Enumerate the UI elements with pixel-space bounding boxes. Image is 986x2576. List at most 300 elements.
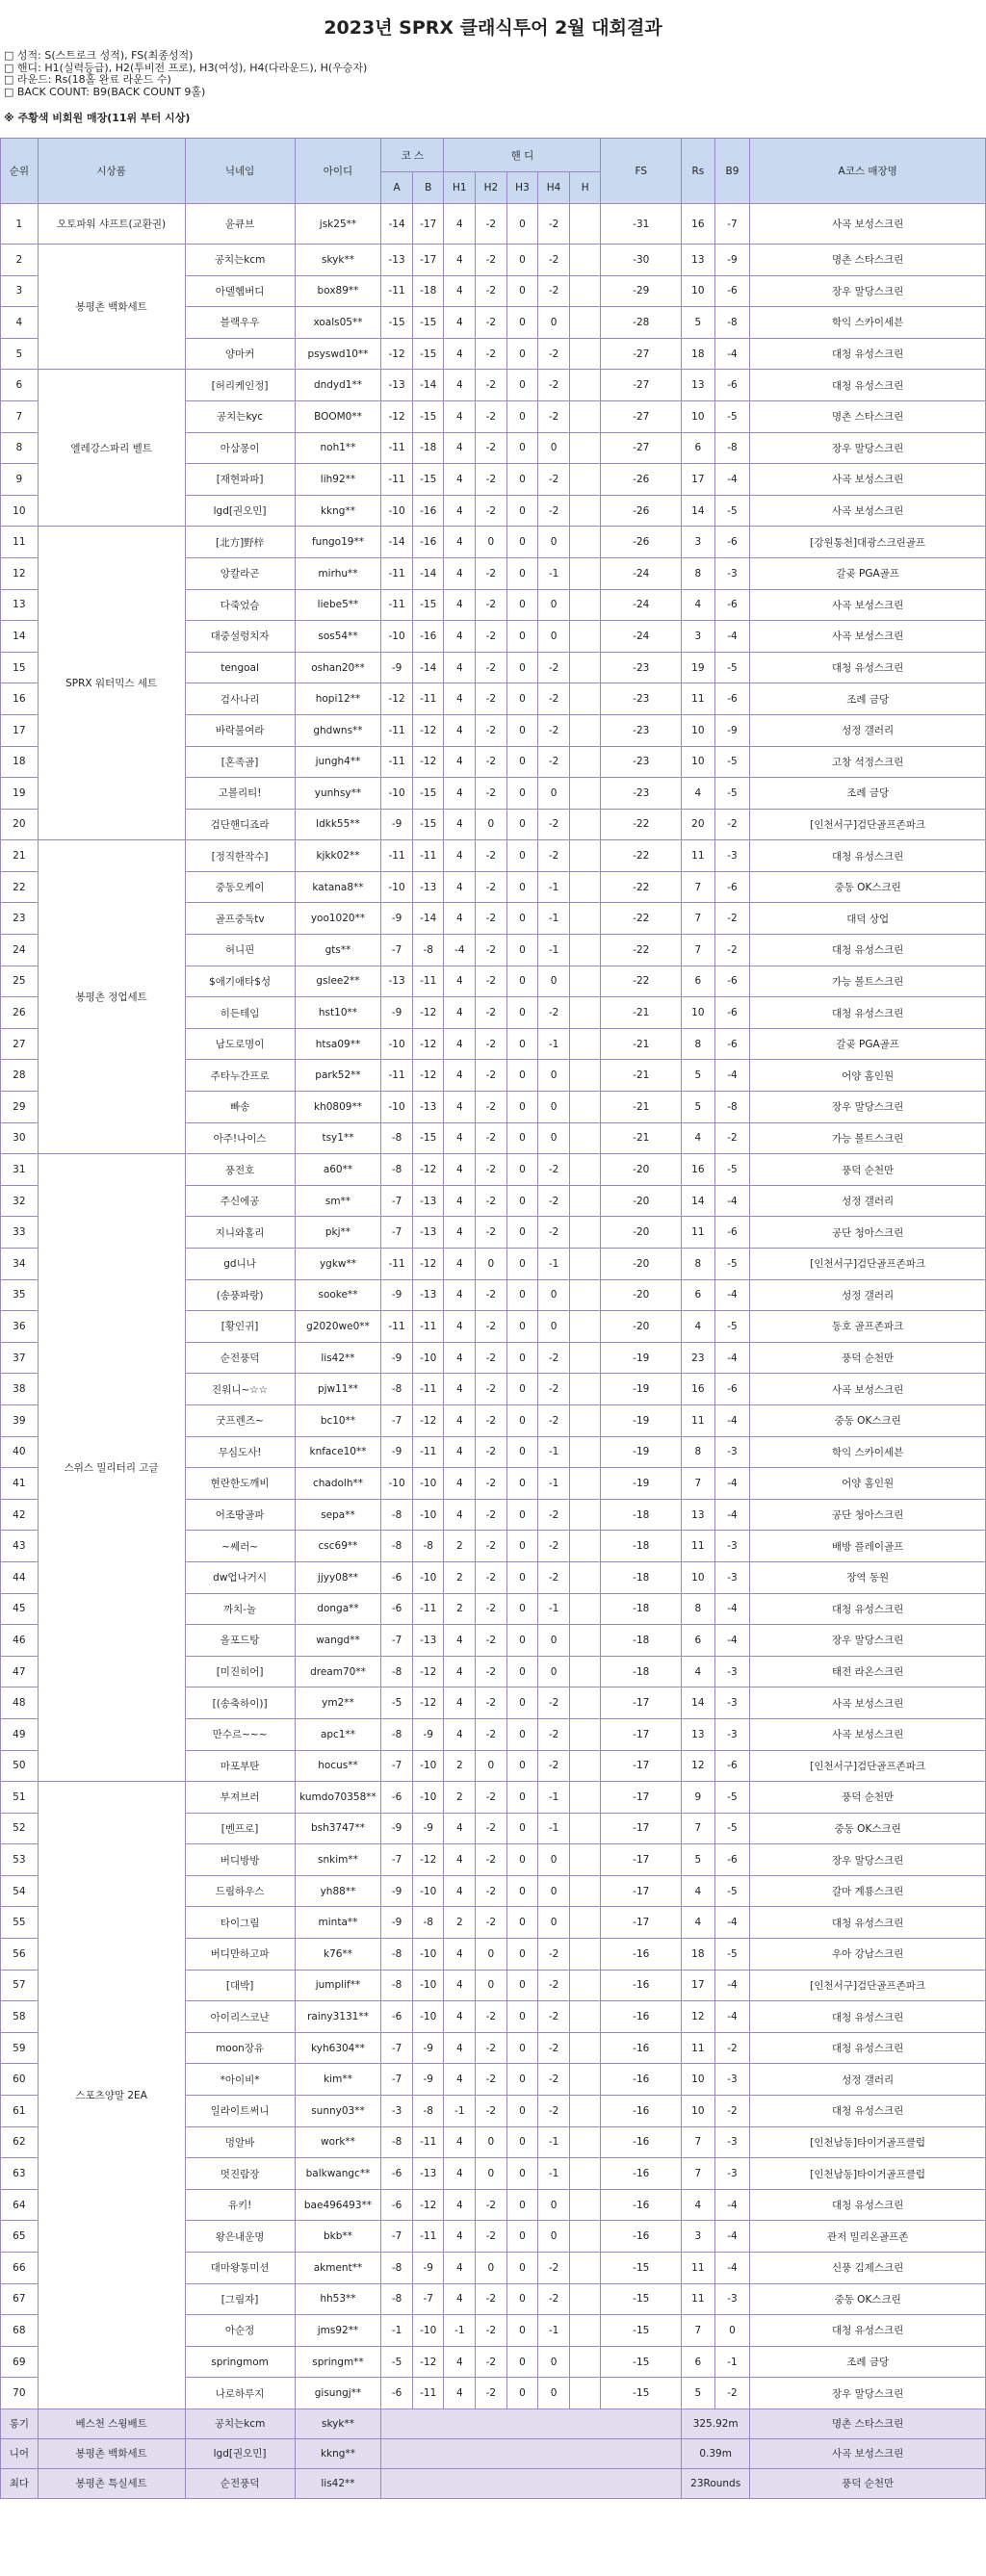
b9-cell: -4 xyxy=(714,1060,750,1092)
store-cell: 대청 유성스크린 xyxy=(750,1593,986,1625)
h3-cell: 0 xyxy=(506,338,538,370)
nickname-cell: 왕은내운명 xyxy=(185,2221,295,2253)
header-h: H xyxy=(569,172,601,204)
id-cell: ghdwns** xyxy=(295,714,381,746)
nickname-cell: 검사나리 xyxy=(185,683,295,715)
store-cell: 사곡 보성스크린 xyxy=(750,589,986,621)
rs-cell: 7 xyxy=(682,2158,715,2190)
h-cell xyxy=(569,966,601,997)
rank-cell: 28 xyxy=(1,1060,39,1092)
fs-cell: -17 xyxy=(601,1750,682,1782)
rs-cell: 10 xyxy=(682,275,715,307)
h1-cell: 4 xyxy=(444,1468,476,1500)
fs-cell: -23 xyxy=(601,746,682,778)
store-cell: 사곡 보성스크린 xyxy=(750,204,986,245)
h2-cell: 0 xyxy=(476,1249,507,1280)
h-cell xyxy=(569,527,601,558)
id-cell: pkj** xyxy=(295,1217,381,1249)
nickname-cell: 마포부탄 xyxy=(185,1750,295,1782)
nickname-cell: 앙칼라곤 xyxy=(185,557,295,589)
rs-cell: 23 xyxy=(682,1342,715,1374)
id-cell: yunhsy** xyxy=(295,778,381,810)
fs-cell: -16 xyxy=(601,1970,682,2001)
header-b9: B9 xyxy=(714,139,750,204)
store-cell: 명촌 스타스크린 xyxy=(750,400,986,432)
page-title: 2023년 SPRX 클래식투어 2월 대회결과 xyxy=(324,17,662,39)
course-a-cell: -11 xyxy=(381,589,413,621)
h4-cell: 0 xyxy=(538,307,570,339)
rank-cell: 49 xyxy=(1,1718,39,1750)
b9-cell: -6 xyxy=(714,997,750,1029)
h2-cell: -2 xyxy=(476,1122,507,1154)
course-a-cell: -8 xyxy=(381,1939,413,1971)
h4-cell: -2 xyxy=(538,400,570,432)
course-b-cell: -13 xyxy=(412,1185,444,1217)
nickname-cell: 부져브러 xyxy=(185,1782,295,1814)
course-a-cell: -13 xyxy=(381,966,413,997)
b9-cell: -2 xyxy=(714,935,750,966)
course-a-cell: -9 xyxy=(381,1436,413,1468)
h4-cell: -2 xyxy=(538,652,570,683)
nickname-cell: 일라이트써니 xyxy=(185,2096,295,2127)
nickname-cell: ~쎄러~ xyxy=(185,1531,295,1562)
header-prize: 시상품 xyxy=(38,139,185,204)
h-cell xyxy=(569,1217,601,1249)
h4-cell: -2 xyxy=(538,840,570,872)
h-cell xyxy=(569,2064,601,2096)
rank-cell: 26 xyxy=(1,997,39,1029)
h3-cell: 0 xyxy=(506,2378,538,2409)
h-cell xyxy=(569,307,601,339)
course-b-cell: -10 xyxy=(412,2315,444,2347)
store-cell: 명촌 스타스크린 xyxy=(750,245,986,276)
rank-cell: 53 xyxy=(1,1844,39,1876)
h-cell xyxy=(569,338,601,370)
h1-cell: 4 xyxy=(444,245,476,276)
special-award-row xyxy=(1,2438,986,2468)
id-cell: jsk25** xyxy=(295,204,381,245)
id-cell: jungh4** xyxy=(295,746,381,778)
b9-cell: -4 xyxy=(714,1468,750,1500)
b9-cell: -4 xyxy=(714,2253,750,2284)
h3-cell: 0 xyxy=(506,2315,538,2347)
course-a-cell: -9 xyxy=(381,1907,413,1939)
rank-cell: 10 xyxy=(1,495,39,527)
id-cell: dndyd1** xyxy=(295,370,381,401)
id-cell: kh0809** xyxy=(295,1092,381,1123)
fs-cell: -20 xyxy=(601,1217,682,1249)
h4-cell: 0 xyxy=(538,1279,570,1311)
h4-cell: -2 xyxy=(538,1750,570,1782)
h1-cell: 4 xyxy=(444,1122,476,1154)
rank-cell: 18 xyxy=(1,746,39,778)
b9-cell: -5 xyxy=(714,1813,750,1844)
nickname-cell: [혼족골] xyxy=(185,746,295,778)
nickname-cell: 대중설렁치자 xyxy=(185,621,295,653)
fs-cell: -17 xyxy=(601,1718,682,1750)
course-a-cell: -1 xyxy=(381,2315,413,2347)
fs-cell: -30 xyxy=(601,245,682,276)
store-cell: 대청 유성스크린 xyxy=(750,997,986,1029)
fs-cell: -27 xyxy=(601,370,682,401)
h-cell xyxy=(569,683,601,715)
store-cell: 태전 라온스크린 xyxy=(750,1656,986,1687)
fs-cell: -18 xyxy=(601,1561,682,1593)
h2-cell: -2 xyxy=(476,432,507,464)
h3-cell: 0 xyxy=(506,557,538,589)
h1-cell: 4 xyxy=(444,432,476,464)
course-b-cell: -15 xyxy=(412,778,444,810)
rank-cell: 30 xyxy=(1,1122,39,1154)
h1-cell: 4 xyxy=(444,966,476,997)
rank-cell: 23 xyxy=(1,903,39,935)
id-cell: tsy1** xyxy=(295,1122,381,1154)
h4-cell: -2 xyxy=(538,809,570,840)
nickname-cell: 아주!나이스 xyxy=(185,1122,295,1154)
h-cell xyxy=(569,1028,601,1060)
b9-cell: -3 xyxy=(714,1436,750,1468)
h4-cell: -2 xyxy=(538,1342,570,1374)
store-cell: 대청 유성스크린 xyxy=(750,370,986,401)
h-cell xyxy=(569,1970,601,2001)
rs-cell: 4 xyxy=(682,1311,715,1343)
h1-cell: 2 xyxy=(444,1561,476,1593)
rs-cell: 5 xyxy=(682,307,715,339)
h3-cell: 0 xyxy=(506,778,538,810)
h1-cell: 4 xyxy=(444,1154,476,1186)
prize-cell: 봉평촌 정업세트 xyxy=(38,840,185,1154)
b9-cell: -6 xyxy=(714,275,750,307)
course-a-cell: -13 xyxy=(381,245,413,276)
course-a-cell: -11 xyxy=(381,432,413,464)
b9-cell: -3 xyxy=(714,2283,750,2315)
nickname-cell: 윤큐브 xyxy=(185,204,295,245)
id-cell: knface10** xyxy=(295,1436,381,1468)
fs-cell: -18 xyxy=(601,1656,682,1687)
h4-cell: -1 xyxy=(538,1249,570,1280)
h4-cell: 0 xyxy=(538,432,570,464)
h2-cell: -2 xyxy=(476,370,507,401)
b9-cell: -1 xyxy=(714,2346,750,2378)
h3-cell: 0 xyxy=(506,1217,538,1249)
b9-cell: -5 xyxy=(714,652,750,683)
prize-cell: 스포츠양말 2EA xyxy=(38,1782,185,2409)
rank-cell: 52 xyxy=(1,1813,39,1844)
h3-cell: 0 xyxy=(506,1844,538,1876)
fs-cell: -24 xyxy=(601,621,682,653)
h1-cell: 4 xyxy=(444,370,476,401)
course-a-cell: -12 xyxy=(381,683,413,715)
rs-cell: 10 xyxy=(682,400,715,432)
h4-cell: -1 xyxy=(538,1436,570,1468)
h2-cell: -2 xyxy=(476,746,507,778)
h3-cell: 0 xyxy=(506,1311,538,1343)
course-b-cell: -11 xyxy=(412,1311,444,1343)
course-b-cell: -10 xyxy=(412,1750,444,1782)
course-b-cell: -11 xyxy=(412,840,444,872)
course-b-cell: -12 xyxy=(412,2346,444,2378)
course-a-cell: -8 xyxy=(381,2283,413,2315)
h4-cell: -2 xyxy=(538,1154,570,1186)
id-cell: xoals05** xyxy=(295,307,381,339)
h1-cell: 4 xyxy=(444,2126,476,2158)
h-cell xyxy=(569,245,601,276)
header-h4: H4 xyxy=(538,172,570,204)
rs-cell: 17 xyxy=(682,1970,715,2001)
h-cell xyxy=(569,1625,601,1657)
b9-cell: -5 xyxy=(714,1154,750,1186)
h1-cell: 4 xyxy=(444,1060,476,1092)
fs-cell: -16 xyxy=(601,2064,682,2096)
special-nickname-cell: 순전풍덕 xyxy=(185,2468,295,2498)
fs-cell: -19 xyxy=(601,1342,682,1374)
rs-cell: 14 xyxy=(682,1185,715,1217)
rs-cell: 6 xyxy=(682,432,715,464)
h2-cell: -2 xyxy=(476,1342,507,1374)
h3-cell: 0 xyxy=(506,1875,538,1907)
rank-cell: 36 xyxy=(1,1311,39,1343)
h2-cell: -2 xyxy=(476,1374,507,1405)
h-cell xyxy=(569,1122,601,1154)
special-id-cell: skyk** xyxy=(295,2409,381,2438)
h4-cell: -1 xyxy=(538,1468,570,1500)
course-a-cell: -3 xyxy=(381,2096,413,2127)
store-cell: 풍덕 순천만 xyxy=(750,1342,986,1374)
store-cell: 성정 갤러리 xyxy=(750,2064,986,2096)
rs-cell: 11 xyxy=(682,1217,715,1249)
h4-cell: 0 xyxy=(538,621,570,653)
course-a-cell: -7 xyxy=(381,1625,413,1657)
b9-cell: -3 xyxy=(714,1561,750,1593)
rank-cell: 8 xyxy=(1,432,39,464)
header-store: A코스 매장명 xyxy=(750,139,986,204)
course-a-cell: -8 xyxy=(381,1718,413,1750)
h3-cell: 0 xyxy=(506,2126,538,2158)
rank-cell: 66 xyxy=(1,2253,39,2284)
h2-cell: -2 xyxy=(476,2283,507,2315)
special-category-cell: 롱기 xyxy=(1,2409,39,2438)
store-cell: 학익 스카이세븐 xyxy=(750,307,986,339)
table-row xyxy=(1,840,986,872)
h4-cell: -2 xyxy=(538,2001,570,2033)
nickname-cell: 현란한도깨비 xyxy=(185,1468,295,1500)
course-a-cell: -15 xyxy=(381,307,413,339)
h-cell xyxy=(569,2315,601,2347)
id-cell: katana8** xyxy=(295,871,381,903)
b9-cell: -5 xyxy=(714,778,750,810)
course-b-cell: -9 xyxy=(412,2253,444,2284)
store-cell: 학익 스카이세븐 xyxy=(750,1436,986,1468)
h1-cell: 4 xyxy=(444,1185,476,1217)
rank-cell: 1 xyxy=(1,204,39,245)
h2-cell: -2 xyxy=(476,338,507,370)
course-a-cell: -10 xyxy=(381,621,413,653)
b9-cell: -4 xyxy=(714,1185,750,1217)
b9-cell: -4 xyxy=(714,338,750,370)
store-cell: 풍덕 순천만 xyxy=(750,1782,986,1814)
rank-cell: 64 xyxy=(1,2189,39,2221)
id-cell: work** xyxy=(295,2126,381,2158)
h2-cell: -2 xyxy=(476,1060,507,1092)
h1-cell: 4 xyxy=(444,2032,476,2064)
course-b-cell: -14 xyxy=(412,652,444,683)
rank-cell: 12 xyxy=(1,557,39,589)
rank-cell: 16 xyxy=(1,683,39,715)
h1-cell: 4 xyxy=(444,1656,476,1687)
nickname-cell: [(송축하이)] xyxy=(185,1687,295,1719)
course-b-cell: -15 xyxy=(412,809,444,840)
h1-cell: -1 xyxy=(444,2315,476,2347)
nickname-cell: 어조땅골파 xyxy=(185,1499,295,1531)
h4-cell: 0 xyxy=(538,1122,570,1154)
id-cell: gslee2** xyxy=(295,966,381,997)
h-cell xyxy=(569,903,601,935)
course-b-cell: -15 xyxy=(412,464,444,496)
nickname-cell: 타이그림 xyxy=(185,1907,295,1939)
course-a-cell: -10 xyxy=(381,495,413,527)
h4-cell: 0 xyxy=(538,1625,570,1657)
h2-cell: -2 xyxy=(476,1782,507,1814)
h-cell xyxy=(569,1404,601,1436)
h2-cell: -2 xyxy=(476,1907,507,1939)
h-cell xyxy=(569,2032,601,2064)
fs-cell: -24 xyxy=(601,557,682,589)
course-b-cell: -9 xyxy=(412,1718,444,1750)
course-b-cell: -12 xyxy=(412,997,444,1029)
h-cell xyxy=(569,1593,601,1625)
fs-cell: -17 xyxy=(601,1844,682,1876)
course-a-cell: -10 xyxy=(381,871,413,903)
course-a-cell: -12 xyxy=(381,400,413,432)
h1-cell: 4 xyxy=(444,1687,476,1719)
course-a-cell: -7 xyxy=(381,2221,413,2253)
special-store-cell: 사곡 보성스크린 xyxy=(750,2438,986,2468)
id-cell: kumdo70358** xyxy=(295,1782,381,1814)
rank-cell: 5 xyxy=(1,338,39,370)
b9-cell: 0 xyxy=(714,2315,750,2347)
store-cell: 대청 유성스크린 xyxy=(750,1907,986,1939)
h2-cell: -2 xyxy=(476,1561,507,1593)
b9-cell: -6 xyxy=(714,1374,750,1405)
id-cell: hopi12** xyxy=(295,683,381,715)
id-cell: skyk** xyxy=(295,245,381,276)
h3-cell: 0 xyxy=(506,1782,538,1814)
fs-cell: -23 xyxy=(601,778,682,810)
rank-cell: 62 xyxy=(1,2126,39,2158)
rs-cell: 10 xyxy=(682,997,715,1029)
h3-cell: 0 xyxy=(506,683,538,715)
h1-cell: 2 xyxy=(444,1750,476,1782)
b9-cell: -9 xyxy=(714,714,750,746)
h-cell xyxy=(569,2253,601,2284)
id-cell: sos54** xyxy=(295,621,381,653)
h3-cell: 0 xyxy=(506,621,538,653)
b9-cell: -4 xyxy=(714,1499,750,1531)
table-row xyxy=(1,370,986,401)
rank-cell: 31 xyxy=(1,1154,39,1186)
course-b-cell: -13 xyxy=(412,1279,444,1311)
course-a-cell: -8 xyxy=(381,1656,413,1687)
rank-cell: 34 xyxy=(1,1249,39,1280)
special-category-cell: 최다 xyxy=(1,2468,39,2498)
h1-cell: 2 xyxy=(444,1782,476,1814)
b9-cell: -6 xyxy=(714,1750,750,1782)
h3-cell: 0 xyxy=(506,1404,538,1436)
rs-cell: 12 xyxy=(682,2001,715,2033)
h3-cell: 0 xyxy=(506,997,538,1029)
h4-cell: -2 xyxy=(538,1374,570,1405)
fs-cell: -20 xyxy=(601,1311,682,1343)
fs-cell: -21 xyxy=(601,997,682,1029)
store-cell: 장우 말당스크린 xyxy=(750,2378,986,2409)
special-nickname-cell: 공치는kcm xyxy=(185,2409,295,2438)
b9-cell: -3 xyxy=(714,1718,750,1750)
course-b-cell: -9 xyxy=(412,2064,444,2096)
h2-cell: -2 xyxy=(476,683,507,715)
h1-cell: 4 xyxy=(444,2283,476,2315)
fs-cell: -16 xyxy=(601,2096,682,2127)
nickname-cell: 바락불여라 xyxy=(185,714,295,746)
h2-cell: -2 xyxy=(476,204,507,245)
b9-cell: -6 xyxy=(714,1028,750,1060)
rs-cell: 5 xyxy=(682,2378,715,2409)
h1-cell: 4 xyxy=(444,204,476,245)
h1-cell: 4 xyxy=(444,903,476,935)
b9-cell: -4 xyxy=(714,1907,750,1939)
course-a-cell: -10 xyxy=(381,778,413,810)
fs-cell: -26 xyxy=(601,464,682,496)
store-cell: 갈곶 PGA골프 xyxy=(750,557,986,589)
header-h3: H3 xyxy=(506,172,538,204)
h2-cell: -2 xyxy=(476,1813,507,1844)
h4-cell: 0 xyxy=(538,1875,570,1907)
course-b-cell: -15 xyxy=(412,400,444,432)
id-cell: hocus** xyxy=(295,1750,381,1782)
b9-cell: -4 xyxy=(714,621,750,653)
h1-cell: 4 xyxy=(444,714,476,746)
h2-cell: -2 xyxy=(476,714,507,746)
fs-cell: -23 xyxy=(601,714,682,746)
h2-cell: -2 xyxy=(476,2001,507,2033)
id-cell: sepa** xyxy=(295,1499,381,1531)
table-row xyxy=(1,527,986,558)
course-b-cell: -11 xyxy=(412,2221,444,2253)
h-cell xyxy=(569,1907,601,1939)
rs-cell: 16 xyxy=(682,1374,715,1405)
b9-cell: -2 xyxy=(714,2378,750,2409)
rs-cell: 18 xyxy=(682,1939,715,1971)
fs-cell: -22 xyxy=(601,966,682,997)
rs-cell: 7 xyxy=(682,1468,715,1500)
h1-cell: 4 xyxy=(444,1311,476,1343)
rank-cell: 58 xyxy=(1,2001,39,2033)
fs-cell: -27 xyxy=(601,400,682,432)
fs-cell: -18 xyxy=(601,1531,682,1562)
store-cell: 조례 금당 xyxy=(750,683,986,715)
h1-cell: 4 xyxy=(444,1436,476,1468)
h4-cell: -2 xyxy=(538,1217,570,1249)
rank-cell: 25 xyxy=(1,966,39,997)
fs-cell: -20 xyxy=(601,1185,682,1217)
h1-cell: 4 xyxy=(444,621,476,653)
id-cell: donga** xyxy=(295,1593,381,1625)
note-line: □ 핸디: H1(실력등급), H2(투비전 프로), H3(여성), H4(다라운드), H(우승자) xyxy=(4,61,368,74)
prize-cell: 엘레강스파리 벨트 xyxy=(38,370,185,527)
id-cell: jms92** xyxy=(295,2315,381,2347)
course-a-cell: -7 xyxy=(381,935,413,966)
h-cell xyxy=(569,1499,601,1531)
id-cell: bae496493** xyxy=(295,2189,381,2221)
